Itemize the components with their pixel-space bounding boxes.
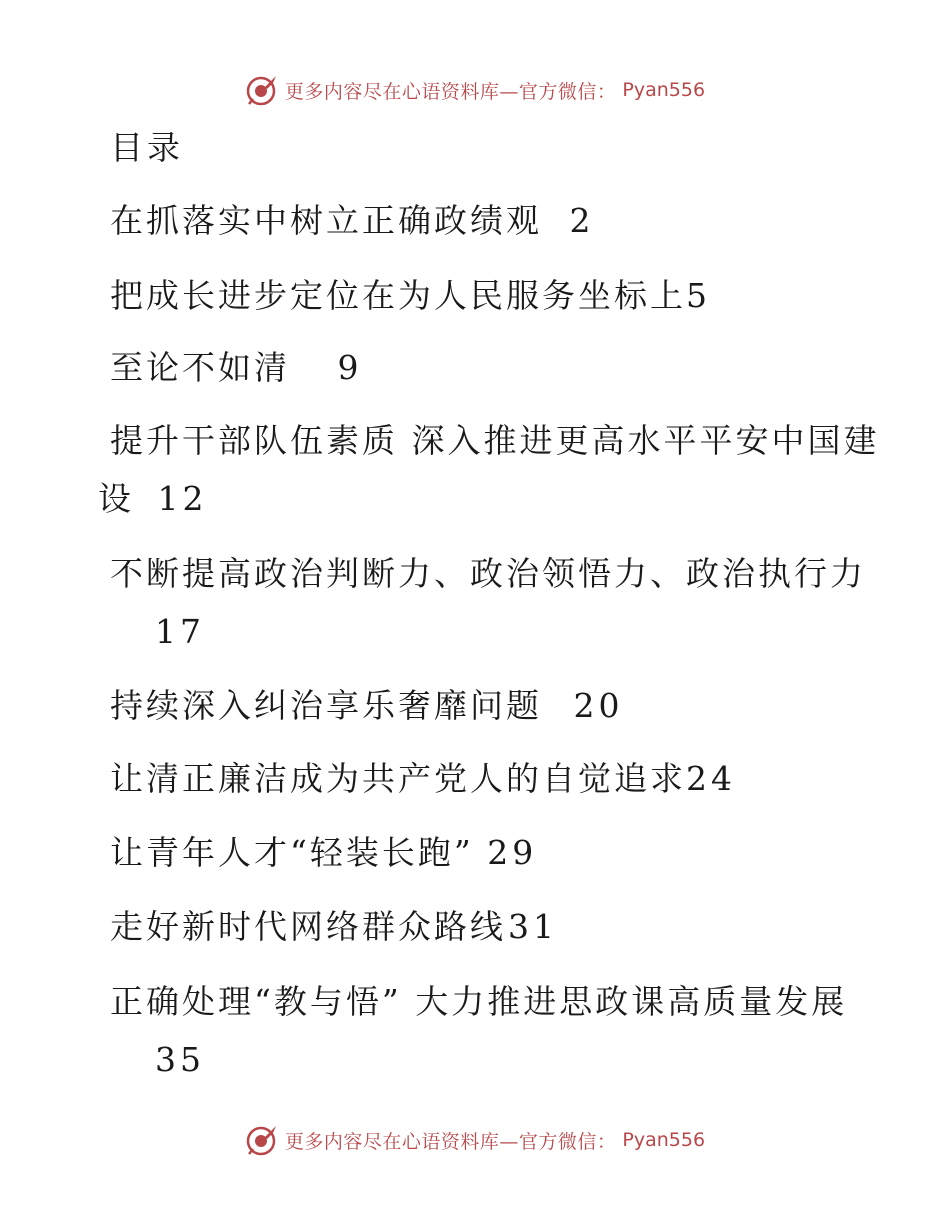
toc-entry-page: 24 (686, 759, 736, 798)
quill-logo-icon (245, 1123, 279, 1157)
toc-entry-title: 提升干部队伍素质 深入推进更高水平平安中国建 (110, 421, 880, 460)
toc-entry-page: 5 (686, 276, 711, 315)
toc-entry-title: 走好新时代网络群众路线 (110, 907, 506, 946)
toc-entry[interactable] (110, 199, 595, 243)
toc-entry[interactable] (110, 419, 880, 463)
toc-title: 目录 (110, 128, 184, 167)
toc-entry-title: 设 (98, 479, 134, 518)
toc-entry[interactable] (110, 684, 624, 728)
toc-entry-title: 让青年人才“轻装长跑” (110, 833, 474, 872)
watermark-footer (0, 1120, 950, 1160)
toc-entry-continuation[interactable] (155, 1038, 205, 1082)
toc-entry-title: 持续深入纠治享乐奢靡问题 (110, 686, 542, 725)
toc-entry[interactable] (110, 980, 847, 1024)
toc-entry-title: 正确处理“教与悟” 大力推进思政课高质量发展 (110, 982, 848, 1021)
toc-entry-page: 12 (157, 479, 208, 518)
toc-entry-page: 9 (337, 348, 363, 387)
watermark-text: 更多内容尽在心语资料库—官方微信： (284, 1130, 617, 1153)
watermark-header (0, 70, 950, 110)
toc-entry[interactable] (110, 757, 736, 801)
quill-logo-icon (245, 73, 279, 107)
toc-entry-continuation[interactable] (155, 610, 205, 654)
toc-entry[interactable] (110, 905, 558, 949)
toc-entry-page: 35 (155, 1040, 205, 1079)
toc-entry[interactable] (110, 346, 363, 390)
toc-entry-page: 29 (487, 833, 538, 872)
toc-entry-title: 把成长进步定位在为人民服务坐标上 (110, 276, 686, 315)
toc-entry-page: 17 (155, 612, 205, 651)
watermark-text: 更多内容尽在心语资料库—官方微信： (284, 80, 617, 103)
toc-entry-page: 20 (573, 686, 624, 725)
toc-entry[interactable] (110, 831, 537, 875)
watermark-wechat-id: Pyan556 (622, 1129, 706, 1151)
toc-entry-title: 不断提高政治判断力、政治领悟力、政治执行力 (110, 554, 866, 593)
toc-entry-page: 2 (569, 201, 595, 240)
toc-entry-page: 31 (508, 907, 558, 946)
toc-entry-continuation[interactable] (98, 477, 208, 521)
toc-entry[interactable] (110, 552, 866, 596)
toc-entry-title: 至论不如清 (110, 348, 290, 387)
toc-entry[interactable] (110, 274, 711, 318)
toc-entry-title: 让清正廉洁成为共产党人的自觉追求 (110, 759, 686, 798)
watermark-wechat-id: Pyan556 (622, 79, 706, 101)
toc-entry-title: 在抓落实中树立正确政绩观 (110, 201, 542, 240)
